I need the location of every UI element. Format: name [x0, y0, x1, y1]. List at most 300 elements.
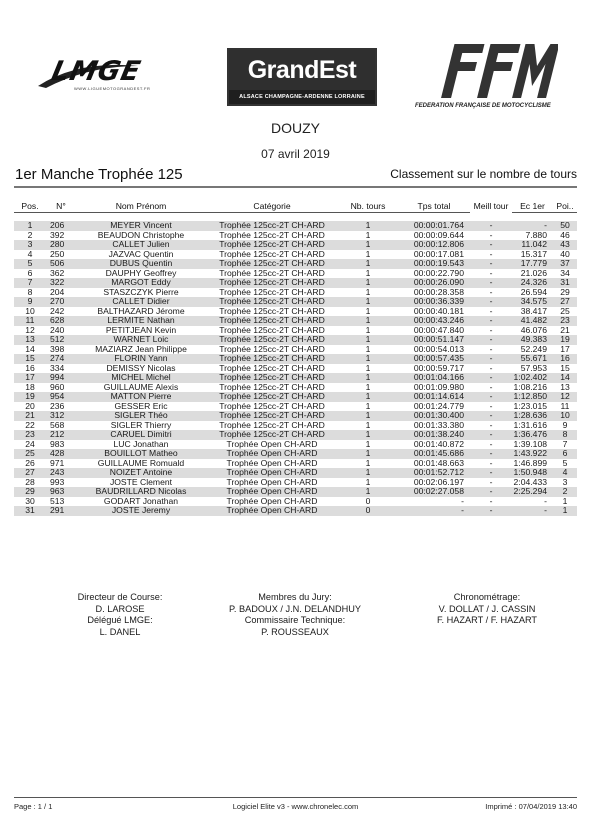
cell-points: 4	[553, 468, 577, 478]
cell-position: 19	[14, 392, 46, 402]
cell-total-time: 00:01:30.400	[398, 411, 470, 421]
table-row	[14, 354, 577, 364]
cell-name: DAUPHY Geoffrey	[105, 268, 177, 278]
cell-points: 29	[560, 287, 570, 297]
cell-position: 13	[14, 335, 46, 345]
cell-name: STASZCZYK Pierre	[103, 287, 179, 297]
table-row	[14, 411, 577, 421]
cell-name: NOIZET Antoine	[76, 468, 206, 478]
cell-gap: 38.417	[520, 306, 547, 316]
cell-gap: 21.026	[520, 268, 547, 278]
table-row	[14, 221, 577, 231]
cell-number: 568	[50, 420, 65, 430]
cell-total-time: -	[461, 496, 464, 506]
cell-total-time: 00:01:04.166	[398, 373, 470, 383]
cell-category: Trophée 125cc-2T CH-ARD	[219, 249, 325, 259]
cell-best-lap: -	[470, 392, 512, 402]
cell-best-lap: -	[470, 449, 512, 459]
cell-gap: 52.249	[520, 344, 547, 354]
cell-gap: 1:02.402	[512, 373, 553, 383]
cell-category: Trophée 125cc-2T CH-ARD	[219, 401, 325, 411]
table-row	[14, 278, 577, 288]
lmge-logo-url: WWW.LIGUEMOTOGRANDEST.FR	[74, 86, 151, 91]
cell-laps: 1	[338, 297, 398, 307]
grandest-logo-subtitle: ALSACE CHAMPAGNE-ARDENNE LORRAINE	[229, 90, 375, 104]
cell-number: 994	[46, 373, 76, 383]
cell-gap: 2:25.294	[512, 487, 553, 497]
cell-best-lap: -	[470, 468, 512, 478]
cell-points: 1	[553, 506, 577, 516]
cell-total-time: 00:01:14.614	[398, 392, 470, 402]
cell-points: 25	[560, 306, 570, 316]
cell-category: Trophée Open CH-ARD	[206, 449, 338, 459]
cell-best-lap: -	[489, 230, 493, 240]
cell-points: 9	[562, 420, 568, 430]
cell-laps: 1	[365, 325, 371, 335]
table-row	[14, 430, 577, 440]
ffm-logo	[415, 42, 565, 114]
table-row	[14, 316, 577, 326]
cell-number: 512	[46, 335, 76, 345]
header-best-lap: Meill tour	[473, 200, 509, 211]
cell-laps: 1	[338, 354, 398, 364]
cell-category: Trophée Open CH-ARD	[226, 477, 318, 487]
jury-label: Membres du Jury:	[258, 592, 332, 602]
cell-laps: 1	[338, 430, 398, 440]
cell-category: Trophée 125cc-2T CH-ARD	[206, 259, 338, 269]
table-row	[14, 250, 577, 260]
cell-gap: 17.779	[512, 259, 553, 269]
cell-best-lap: -	[489, 439, 493, 449]
cell-laps: 1	[338, 468, 398, 478]
race-director-name: D. LAROSE	[95, 603, 145, 614]
event-title: DOUZY	[271, 120, 320, 136]
cell-total-time: 00:01:24.779	[413, 401, 464, 411]
cell-best-lap: -	[470, 373, 512, 383]
cell-points: 21	[560, 325, 570, 335]
cell-points: 50	[553, 221, 577, 231]
cell-category: Trophée 125cc-2T CH-ARD	[219, 287, 325, 297]
cell-laps: 1	[338, 411, 398, 421]
cell-category: Trophée 125cc-2T CH-ARD	[206, 392, 338, 402]
cell-number: 392	[50, 230, 65, 240]
cell-total-time: 00:00:54.013	[413, 344, 464, 354]
cell-gap: -	[544, 496, 547, 506]
cell-points: 46	[560, 230, 570, 240]
cell-points: 31	[553, 278, 577, 288]
cell-position: 2	[27, 230, 33, 240]
cell-laps: 1	[338, 392, 398, 402]
cell-name: LERMITE Nathan	[76, 316, 206, 326]
cell-points: 7	[562, 439, 568, 449]
cell-position: 20	[25, 401, 35, 411]
cell-best-lap: -	[470, 506, 512, 516]
cell-points: 3	[562, 477, 568, 487]
cell-gap: 1:50.948	[512, 468, 553, 478]
cell-position: 16	[25, 363, 35, 373]
header-total-time: Tps total	[398, 199, 470, 213]
cell-laps: 1	[365, 249, 371, 259]
cell-category: Trophée Open CH-ARD	[206, 468, 338, 478]
cell-category: Trophée 125cc-2T CH-ARD	[219, 420, 325, 430]
lmge-delegate-label: Délégué LMGE:	[87, 615, 153, 626]
cell-total-time: 00:00:19.543	[398, 259, 470, 269]
cell-name: FLORIN Yann	[76, 354, 206, 364]
table-row	[14, 297, 577, 307]
cell-position: 31	[14, 506, 46, 516]
cell-total-time: 00:00:26.090	[398, 278, 470, 288]
cell-laps: 1	[338, 240, 398, 250]
cell-best-lap: -	[489, 344, 493, 354]
cell-total-time: 00:00:28.358	[413, 287, 464, 297]
header-laps: Nb. tours	[338, 199, 398, 213]
cell-best-lap: -	[489, 306, 493, 316]
table-row	[14, 307, 577, 317]
cell-category: Trophée 125cc-2T CH-ARD	[206, 430, 338, 440]
cell-category: Trophée 125cc-2T CH-ARD	[206, 411, 338, 421]
event-date: 07 avril 2019	[261, 147, 330, 161]
cell-number: 274	[46, 354, 76, 364]
cell-name: SIGLER Théo	[76, 411, 206, 421]
cell-name: MAZIARZ Jean Philippe	[95, 344, 187, 354]
cell-name: JOSTE Jeremy	[76, 506, 206, 516]
cell-position: 14	[25, 344, 35, 354]
cell-category: Trophée 125cc-2T CH-ARD	[219, 230, 325, 240]
cell-best-lap: -	[470, 297, 512, 307]
cell-name: MEYER Vincent	[76, 221, 206, 231]
cell-position: 30	[25, 496, 35, 506]
cell-position: 25	[14, 449, 46, 459]
cell-number: 971	[50, 458, 65, 468]
cell-number: 963	[46, 487, 76, 497]
cell-gap: 1:23.015	[513, 401, 547, 411]
cell-name: JAZVAC Quentin	[108, 249, 174, 259]
cell-total-time: 00:00:09.644	[413, 230, 464, 240]
cell-position: 9	[14, 297, 46, 307]
cell-position: 26	[25, 458, 35, 468]
cell-points: 10	[553, 411, 577, 421]
jury-names: P. BADOUX / J.N. DELANDHUY	[228, 603, 362, 614]
cell-category: Trophée 125cc-2T CH-ARD	[219, 268, 325, 278]
table-row	[14, 240, 577, 250]
lmge-delegate-name: L. DANEL	[99, 626, 141, 637]
cell-points: 8	[553, 430, 577, 440]
cell-category: Trophée Open CH-ARD	[206, 506, 338, 516]
table-row	[14, 269, 577, 279]
cell-total-time: 00:00:40.181	[413, 306, 464, 316]
cell-laps: 1	[365, 439, 371, 449]
cell-best-lap: -	[470, 411, 512, 421]
cell-number: 240	[50, 325, 65, 335]
cell-laps: 1	[338, 316, 398, 326]
cell-points: 11	[560, 401, 570, 411]
cell-laps: 1	[338, 278, 398, 288]
header-name: Nom Prénom	[76, 199, 206, 213]
cell-best-lap: -	[470, 487, 512, 497]
cell-laps: 1	[338, 335, 398, 345]
cell-category: Trophée 125cc-2T CH-ARD	[206, 297, 338, 307]
cell-category: Trophée 125cc-2T CH-ARD	[206, 335, 338, 345]
cell-best-lap: -	[489, 382, 493, 392]
cell-position: 5	[14, 259, 46, 269]
cell-laps: 1	[338, 487, 398, 497]
cell-best-lap: -	[489, 287, 493, 297]
cell-name: BAUDRILLARD Nicolas	[76, 487, 206, 497]
cell-position: 10	[25, 306, 35, 316]
cell-laps: 1	[365, 230, 371, 240]
cell-laps: 1	[365, 420, 371, 430]
table-row	[14, 373, 577, 383]
cell-name: DEMISSY Nicolas	[106, 363, 176, 373]
cell-points: 17	[560, 344, 570, 354]
cell-total-time: 00:00:57.435	[398, 354, 470, 364]
race-director-label: Directeur de Course:	[77, 592, 163, 602]
cell-name: GODART Jonathan	[103, 496, 179, 506]
cell-name: MATTON Pierre	[76, 392, 206, 402]
cell-best-lap: -	[489, 458, 493, 468]
cell-total-time: 00:01:40.872	[413, 439, 464, 449]
cell-position: 27	[14, 468, 46, 478]
cell-gap: 2:04.433	[513, 477, 547, 487]
cell-category: Trophée Open CH-ARD	[226, 458, 318, 468]
cell-total-time: 00:01:38.240	[398, 430, 470, 440]
cell-total-time: 00:00:36.339	[398, 297, 470, 307]
cell-laps: 0	[338, 506, 398, 516]
cell-total-time: 00:00:12.806	[398, 240, 470, 250]
technical-commissioner-name: P. ROUSSEAUX	[261, 626, 329, 637]
cell-total-time: 00:01:48.663	[413, 458, 464, 468]
cell-category: Trophée 125cc-2T CH-ARD	[219, 344, 325, 354]
lmge-logo	[38, 56, 188, 96]
header-category: Catégorie	[206, 199, 338, 213]
table-row	[14, 459, 577, 469]
cell-best-lap: -	[470, 354, 512, 364]
cell-laps: 1	[365, 344, 371, 354]
cell-gap: 24.326	[512, 278, 553, 288]
header-points: Poi..	[553, 199, 577, 213]
cell-best-lap: -	[489, 420, 493, 430]
cell-total-time: -	[398, 506, 470, 516]
cell-number: 993	[50, 477, 65, 487]
cell-name: BALTHAZARD Jérome	[97, 306, 185, 316]
ffm-logo-caption: FEDERATION FRANÇAISE DE MOTOCYCLISME	[415, 103, 551, 109]
cell-total-time: 00:02:06.197	[413, 477, 464, 487]
cell-number: 291	[46, 506, 76, 516]
table-row	[14, 392, 577, 402]
table-row	[14, 364, 577, 374]
cell-gap: 34.575	[512, 297, 553, 307]
classification-type: Classement sur le nombre de tours	[390, 167, 577, 181]
cell-name: SIGLER Thierry	[110, 420, 172, 430]
cell-gap: -	[512, 506, 553, 516]
cell-points: 12	[553, 392, 577, 402]
cell-laps: 1	[365, 287, 371, 297]
cell-position: 7	[14, 278, 46, 288]
cell-number: 236	[50, 401, 65, 411]
cell-gap: 15.317	[520, 249, 547, 259]
cell-gap: 1:46.899	[513, 458, 547, 468]
cell-category: Trophée 125cc-2T CH-ARD	[206, 240, 338, 250]
officials-left	[50, 592, 190, 638]
cell-points: 34	[560, 268, 570, 278]
cell-number: 983	[50, 439, 65, 449]
cell-position: 11	[14, 316, 46, 326]
cell-number: 312	[46, 411, 76, 421]
table-row	[14, 449, 577, 459]
cell-gap: 1:39.108	[513, 439, 547, 449]
table-row	[14, 402, 577, 412]
cell-position: 8	[27, 287, 33, 297]
cell-laps: 1	[365, 401, 371, 411]
cell-number: 428	[46, 449, 76, 459]
cell-points: 43	[553, 240, 577, 250]
grandest-logo-title: GrandEst	[229, 50, 375, 90]
cell-number: 204	[50, 287, 65, 297]
cell-points: 40	[560, 249, 570, 259]
cell-name: CALLET Julien	[76, 240, 206, 250]
cell-gap: 1:08.216	[513, 382, 547, 392]
table-row	[14, 383, 577, 393]
cell-best-lap: -	[470, 278, 512, 288]
cell-category: Trophée 125cc-2T CH-ARD	[219, 306, 325, 316]
cell-number: 322	[46, 278, 76, 288]
cell-number: 960	[50, 382, 65, 392]
cell-category: Trophée 125cc-2T CH-ARD	[206, 221, 338, 231]
cell-name: JOSTE Clement	[109, 477, 173, 487]
cell-laps: 1	[338, 449, 398, 459]
cell-category: Trophée 125cc-2T CH-ARD	[219, 363, 325, 373]
cell-position: 3	[14, 240, 46, 250]
cell-gap: 49.383	[512, 335, 553, 345]
cell-best-lap: -	[489, 401, 493, 411]
table-row	[14, 468, 577, 478]
table-row	[14, 478, 577, 488]
cell-name: GUILLAUME Alexis	[103, 382, 179, 392]
cell-laps: 1	[365, 382, 371, 392]
table-row	[14, 506, 577, 516]
officials-right	[412, 592, 562, 627]
cell-laps: 1	[338, 373, 398, 383]
cell-number: 513	[50, 496, 65, 506]
cell-gap: 1:31.616	[513, 420, 547, 430]
cell-best-lap: -	[470, 316, 512, 326]
table-row	[14, 487, 577, 497]
cell-name: WARNET Loic	[76, 335, 206, 345]
cell-name: BEAUDON Christophe	[97, 230, 185, 240]
header-spacer	[14, 213, 577, 222]
cell-points: 5	[562, 458, 568, 468]
cell-best-lap: -	[489, 249, 493, 259]
cell-number: 280	[46, 240, 76, 250]
cell-points: 16	[553, 354, 577, 364]
cell-points: 23	[553, 316, 577, 326]
cell-best-lap: -	[470, 221, 512, 231]
cell-total-time: 00:01:52.712	[398, 468, 470, 478]
cell-category: Trophée 125cc-2T CH-ARD	[219, 325, 325, 335]
cell-category: Trophée 125cc-2T CH-ARD	[206, 316, 338, 326]
cell-best-lap: -	[470, 259, 512, 269]
cell-position: 15	[14, 354, 46, 364]
cell-gap: -	[512, 221, 553, 231]
cell-name: BOUILLOT Matheo	[76, 449, 206, 459]
cell-number: 398	[50, 344, 65, 354]
cell-best-lap: -	[470, 430, 512, 440]
cell-position: 1	[14, 221, 46, 231]
cell-position: 21	[14, 411, 46, 421]
cell-name: DUBUS Quentin	[76, 259, 206, 269]
table-row	[14, 440, 577, 450]
table-row	[14, 497, 577, 507]
cell-gap: 1:36.476	[512, 430, 553, 440]
cell-position: 29	[14, 487, 46, 497]
cell-gap: 26.594	[520, 287, 547, 297]
cell-laps: 1	[365, 458, 371, 468]
cell-position: 22	[25, 420, 35, 430]
cell-best-lap: -	[470, 335, 512, 345]
technical-commissioner-label: Commissaire Technique:	[244, 615, 346, 626]
cell-name: MARGOT Eddy	[76, 278, 206, 288]
cell-position: 24	[25, 439, 35, 449]
cell-points: 13	[560, 382, 570, 392]
cell-category: Trophée 125cc-2T CH-ARD	[206, 354, 338, 364]
cell-name: CARUEL Dimitri	[76, 430, 206, 440]
cell-total-time: 00:01:33.380	[413, 420, 464, 430]
footer-page-number: Page : 1 / 1	[14, 802, 53, 811]
footer-software: Logiciel Elite v3 - www.chronelec.com	[232, 802, 359, 811]
cell-number: 334	[50, 363, 65, 373]
cell-gap: 1:12.850	[512, 392, 553, 402]
cell-category: Trophée 125cc-2T CH-ARD	[206, 373, 338, 383]
cell-laps: 1	[338, 259, 398, 269]
cell-gap: 1:43.922	[512, 449, 553, 459]
cell-total-time: 00:00:17.081	[413, 249, 464, 259]
cell-gap: 55.671	[512, 354, 553, 364]
table-row	[14, 231, 577, 241]
cell-best-lap: -	[489, 363, 493, 373]
cell-category: Trophée Open CH-ARD	[226, 496, 318, 506]
cell-best-lap: -	[489, 268, 493, 278]
cell-category: Trophée Open CH-ARD	[206, 487, 338, 497]
cell-total-time: 00:00:51.147	[398, 335, 470, 345]
results-header-row	[14, 199, 577, 213]
cell-position: 23	[14, 430, 46, 440]
cell-position: 18	[25, 382, 35, 392]
cell-name: GESSER Eric	[114, 401, 168, 411]
timing-names-1: V. DOLLAT / J. CASSIN	[438, 603, 536, 614]
cell-laps: 1	[365, 268, 371, 278]
cell-total-time: 00:00:59.717	[413, 363, 464, 373]
lmge-logo-text: LMGE	[48, 56, 144, 87]
table-row	[14, 421, 577, 431]
cell-number: 362	[50, 268, 65, 278]
grandest-logo	[227, 48, 377, 106]
cell-total-time: 00:00:22.790	[413, 268, 464, 278]
cell-number: 242	[50, 306, 65, 316]
cell-position: 17	[14, 373, 46, 383]
cell-laps: 1	[365, 477, 371, 487]
cell-name: CALLET Didier	[76, 297, 206, 307]
cell-best-lap: -	[470, 240, 512, 250]
header-gap: Ec 1er	[512, 199, 553, 213]
cell-points: 6	[553, 449, 577, 459]
cell-gap: 57.953	[520, 363, 547, 373]
table-row	[14, 335, 577, 345]
cell-laps: 1	[338, 221, 398, 231]
cell-total-time: 00:01:09.980	[413, 382, 464, 392]
header-divider	[14, 186, 577, 188]
timing-label: Chronométrage:	[453, 592, 521, 602]
cell-laps: 0	[365, 496, 371, 506]
